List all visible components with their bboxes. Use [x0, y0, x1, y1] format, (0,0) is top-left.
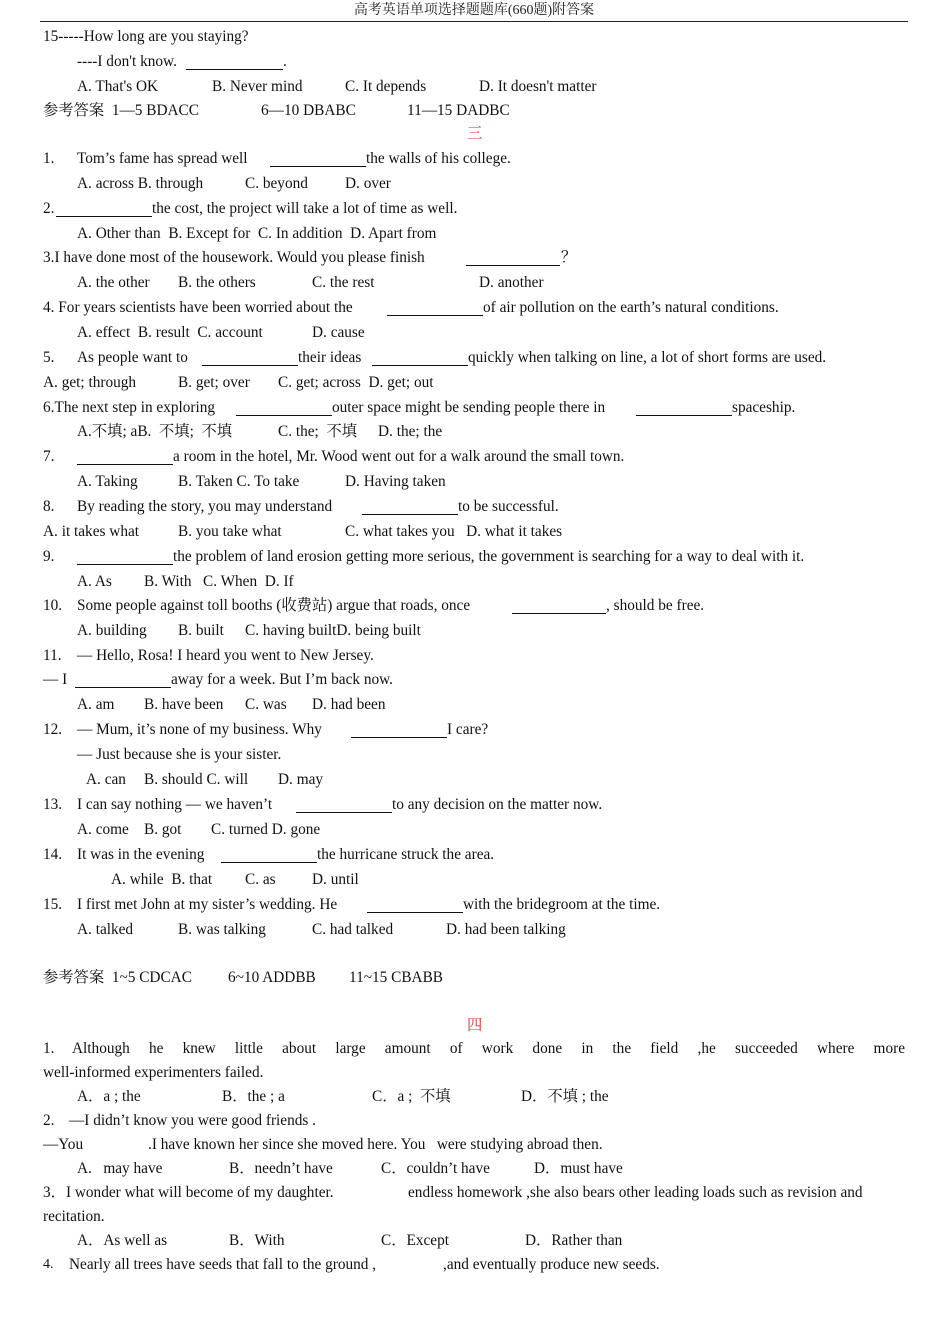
- option-a: A. That's OK: [77, 78, 159, 95]
- option-b: B. have been: [144, 696, 224, 713]
- option-a: A. it takes what: [43, 523, 140, 540]
- answer-key: 6~10 ADDBB: [228, 969, 316, 986]
- option-b: B. get; over: [178, 374, 250, 391]
- question-stem: Nearly all trees have seeds that fall to the ground ,: [69, 1256, 377, 1273]
- answer-blank: [236, 415, 332, 416]
- option-d: D. until: [312, 871, 359, 888]
- question-15-stem: 15-----How long are you staying?: [43, 28, 249, 45]
- answer-blank: [75, 687, 171, 688]
- option-c-d: C. get; across D. get; out: [278, 374, 434, 391]
- option-d: D．must have: [534, 1160, 623, 1177]
- answer-key: 6—10 DBABC: [261, 102, 356, 119]
- question-number: 2.: [43, 1112, 55, 1129]
- question-stem-end: quickly when talking on line, a lot of short forms are used.: [468, 349, 827, 366]
- answer-blank: [367, 912, 463, 913]
- question-stem-cont: recitation.: [43, 1208, 105, 1225]
- question-number: 14.: [43, 846, 63, 863]
- question-stem: — Hello, Rosa! I heard you went to New Jersey.: [77, 647, 374, 664]
- answer-blank: [202, 365, 298, 366]
- answer-blank: [362, 514, 458, 515]
- option-d: D. cause: [312, 324, 365, 341]
- options: A. Other than B. Except for C. In addition D. Apart from: [77, 225, 437, 242]
- option-c: C. the; 不填: [278, 423, 358, 440]
- option-d: D. another: [479, 274, 544, 291]
- question-stem-end: , should be free.: [606, 597, 705, 614]
- option-c: C. had talked: [312, 921, 394, 938]
- question-stem-end: endless homework ,she also bears other leading loads such as revision and: [408, 1184, 863, 1201]
- option-c: C. was: [245, 696, 287, 713]
- option-d: D. over: [345, 175, 391, 192]
- question-number: 2.: [43, 200, 55, 217]
- option-b: B. you take what: [178, 523, 282, 540]
- question-stem: Tom’s fame has spread well: [77, 150, 252, 167]
- option-a: A. the other: [77, 274, 150, 291]
- answer-blank: [186, 69, 283, 70]
- question-number: 5.: [43, 349, 55, 366]
- answer-blank: [466, 265, 560, 266]
- option-c: C. as: [245, 871, 276, 888]
- option-b-c: B. Taken C. To take: [178, 473, 300, 490]
- answer-blank: [512, 613, 606, 614]
- question-stem: It was in the evening: [77, 846, 209, 863]
- question-stem: I first met John at my sister’s wedding. He: [77, 896, 341, 913]
- option-a: A．a ; the: [77, 1088, 141, 1105]
- question-stem-end: to any decision on the matter now.: [392, 796, 603, 813]
- option-d: D. Having taken: [345, 473, 446, 490]
- question-stem: By reading the story, you may understand: [77, 498, 337, 515]
- option-a-b: A. while B. that: [111, 871, 213, 888]
- answer-key: 参考答案 1~5 CDCAC: [43, 969, 192, 986]
- question-stem: 4. For years scientists have been worried about the: [43, 299, 357, 316]
- option-a-b: A.不填; aB. 不填; 不填: [77, 423, 233, 440]
- option-d: D．不填 ; the: [521, 1088, 609, 1105]
- section-title: 四: [467, 1017, 483, 1034]
- answer-blank: [372, 365, 468, 366]
- question-reply-end: .I have known her since she moved here. You were studying abroad then.: [148, 1136, 603, 1153]
- option-c: C．couldn’t have: [381, 1160, 490, 1177]
- page-header: 高考英语单项选择题题库(660题)附答案: [40, 0, 908, 22]
- answer-blank: [351, 737, 447, 738]
- question-number: 12.: [43, 721, 63, 738]
- question-stem: —I didn’t know you were good friends .: [69, 1112, 316, 1129]
- option-b: B. Never mind: [212, 78, 303, 95]
- option-a: A. Taking: [77, 473, 138, 490]
- question-stem: — Mum, it’s none of my business. Why: [77, 721, 326, 738]
- question-stem-cont: well-informed experimenters failed.: [43, 1064, 264, 1081]
- question-stem: a room in the hotel, Mr. Wood went out for a walk around the small town.: [173, 448, 625, 465]
- question-15-reply-end: .: [283, 53, 287, 70]
- option-a: A．As well as: [77, 1232, 168, 1249]
- question-stem: 3.I have done most of the housework. Would you please finish: [43, 249, 429, 266]
- option-a: A. building: [77, 622, 147, 639]
- question-stem-end: with the bridegroom at the time.: [463, 896, 661, 913]
- question-reply: —You: [43, 1136, 84, 1153]
- answer-blank: [77, 464, 173, 465]
- option-b: B. got: [144, 821, 182, 838]
- question-stem-end: the walls of his college.: [366, 150, 511, 167]
- option-a-b: A. across B. through: [77, 175, 204, 192]
- question-stem-end: ？: [561, 249, 577, 266]
- question-number: 8.: [43, 498, 55, 515]
- option-b: B．the ; a: [222, 1088, 285, 1105]
- answer-blank: [270, 166, 366, 167]
- question-number: 1.: [43, 150, 55, 167]
- question-number: 4.: [43, 1257, 54, 1272]
- option-a: A. come: [77, 821, 129, 838]
- question-stem: Some people against toll booths (收费站) argue that roads, once: [77, 597, 474, 614]
- answer-blank: [221, 862, 317, 863]
- question-reply-end: away for a week. But I’m back now.: [171, 671, 394, 688]
- question-stem-end: the hurricane struck the area.: [317, 846, 495, 863]
- question-stem-end: of air pollution on the earth’s natural conditions.: [483, 299, 779, 316]
- question-number: 7.: [43, 448, 55, 465]
- answer-key: 参考答案 1—5 BDACC: [43, 102, 199, 119]
- option-d: D. It doesn't matter: [479, 78, 597, 95]
- option-a: A. get; through: [43, 374, 137, 391]
- option-b: B．needn’t have: [229, 1160, 333, 1177]
- question-stem-end: spaceship.: [732, 399, 796, 416]
- option-a: A. am: [77, 696, 115, 713]
- answer-blank: [636, 415, 732, 416]
- question-number: 13.: [43, 796, 63, 813]
- option-d: D. had been talking: [446, 921, 566, 938]
- option-b-c: B. should C. will: [144, 771, 249, 788]
- question-number: 10.: [43, 597, 63, 614]
- question-stem: 3．I wonder what will become of my daughter.: [43, 1184, 334, 1201]
- answer-blank: [296, 812, 392, 813]
- question-number: 1.: [43, 1040, 55, 1057]
- answer-blank: [77, 564, 173, 565]
- question-stem-mid: their ideas: [298, 349, 366, 366]
- option-d: D．Rather than: [525, 1232, 623, 1249]
- question-stem-end: I care?: [447, 721, 489, 738]
- question-number: 11.: [43, 647, 62, 664]
- option-b-c-d: B. With C. When D. If: [144, 573, 294, 590]
- question-stem: Although he knew little about large amount of work done in the field ,he succeeded where more: [72, 1040, 905, 1057]
- option-c: C．Except: [381, 1232, 449, 1249]
- question-stem-end: ,and eventually produce new seeds.: [443, 1256, 660, 1273]
- option-c-d: C. what takes you D. what it takes: [345, 523, 563, 540]
- option-c-d: C. having builtD. being built: [245, 622, 421, 639]
- option-b: B．With: [229, 1232, 285, 1249]
- question-stem: the cost, the project will take a lot of time as well.: [152, 200, 458, 217]
- question-reply: — Just because she is your sister.: [77, 746, 282, 763]
- option-c: C. beyond: [245, 175, 308, 192]
- answer-key: 11—15 DADBC: [407, 102, 510, 119]
- option-d: D. the; the: [378, 423, 443, 440]
- option-b: B. built: [178, 622, 224, 639]
- option-a: A. As: [77, 573, 112, 590]
- option-d: D. may: [278, 771, 324, 788]
- question-stem: As people want to: [77, 349, 192, 366]
- answer-key: 11~15 CBABB: [349, 969, 443, 986]
- option-a: A. may have: [77, 1160, 163, 1177]
- option-c-d: C. turned D. gone: [211, 821, 321, 838]
- question-stem: 6.The next step in exploring: [43, 399, 219, 416]
- option-d: D. had been: [312, 696, 386, 713]
- answer-blank: [56, 216, 152, 217]
- question-stem-mid: outer space might be sending people there in: [332, 399, 609, 416]
- option-a: A. talked: [77, 921, 134, 938]
- section-title: 三: [467, 125, 483, 142]
- option-c: C. the rest: [312, 274, 375, 291]
- question-number: 15.: [43, 896, 63, 913]
- question-number: 9.: [43, 548, 55, 565]
- question-stem: the problem of land erosion getting more serious, the government is searching for a way to deal with it.: [173, 548, 805, 565]
- option-b: B. was talking: [178, 921, 266, 938]
- option-a: A. can: [86, 771, 126, 788]
- question-stem: I can say nothing — we haven’t: [77, 796, 276, 813]
- question-stem-end: to be successful.: [458, 498, 559, 515]
- option-c: C. It depends: [345, 78, 427, 95]
- answer-blank: [387, 315, 483, 316]
- options: A. effect B. result C. account: [77, 324, 263, 341]
- question-15-reply: ----I don't know.: [77, 53, 177, 70]
- question-reply: — I: [43, 671, 72, 688]
- option-c: C．a ; 不填: [372, 1088, 451, 1105]
- option-b: B. the others: [178, 274, 256, 291]
